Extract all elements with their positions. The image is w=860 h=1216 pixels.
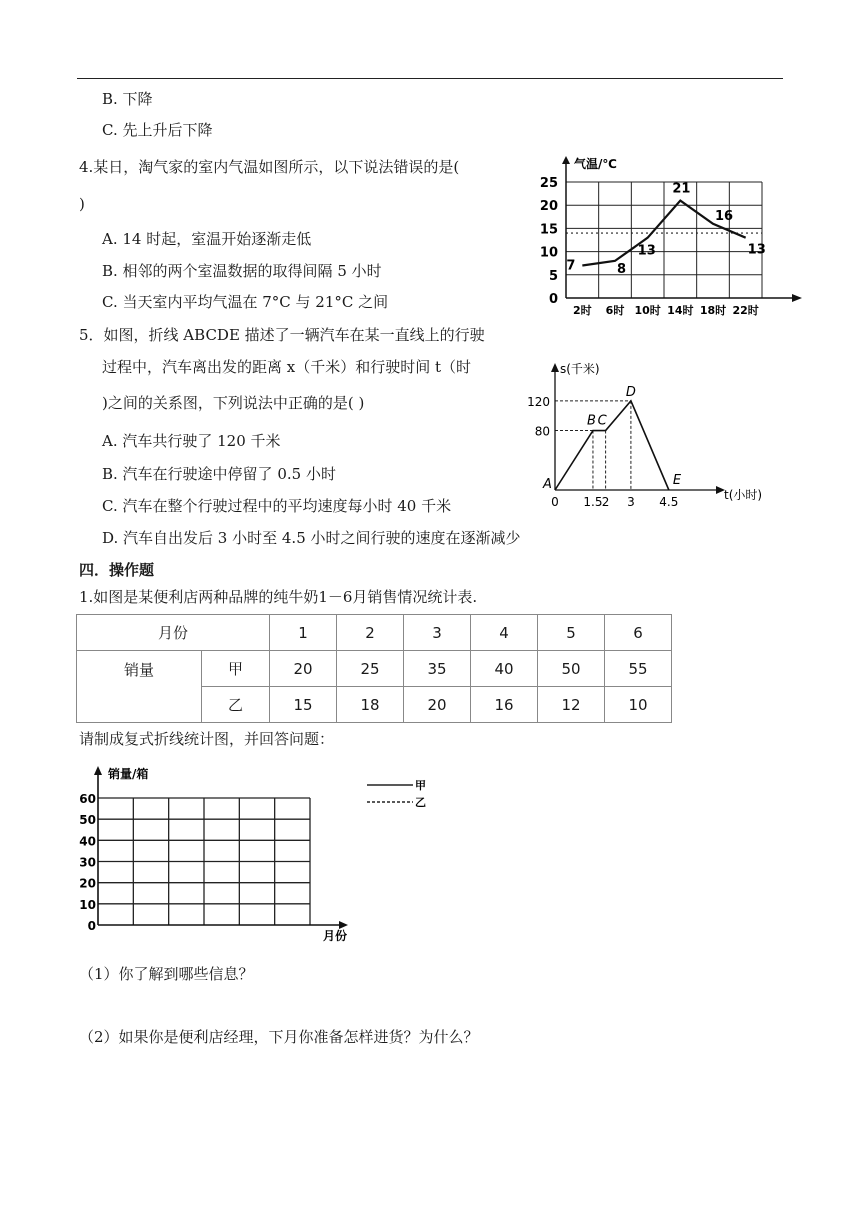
q3-option-c: C. 先上升后下降: [102, 121, 213, 139]
sales-chart-ylabel: 销量/箱: [108, 767, 149, 781]
jia-value: 55: [605, 651, 672, 687]
point-label: A: [543, 477, 552, 492]
y-tick-label: 40: [79, 834, 96, 849]
month-cell: 4: [471, 615, 538, 651]
month-cell: 6: [605, 615, 672, 651]
x-tick-label: 0: [551, 495, 559, 509]
y-tick-label: 80: [534, 424, 550, 439]
y-axis-arrow: [562, 156, 570, 164]
point-label: D: [625, 384, 636, 400]
distance-series-line: [555, 401, 669, 490]
legend-yi: 乙: [415, 796, 426, 809]
y-axis-arrow: [94, 766, 102, 775]
y-tick-label: 50: [79, 813, 96, 828]
q3-option-b: B. 下降: [102, 90, 153, 108]
legend-jia: 甲: [415, 779, 426, 792]
x-tick-label: 18时: [699, 304, 727, 317]
data-label: 13: [747, 242, 766, 258]
header-rule: [77, 78, 783, 79]
q1-stem: 1.如图是某便利店两种品牌的纯牛奶1－6月销售情况统计表.: [79, 588, 478, 606]
q5-stem-line1: 5．如图，折线 ABCDE 描述了一辆汽车在某一直线上的行驶: [79, 326, 485, 344]
y-tick-label: 20: [79, 876, 96, 891]
sales-line-chart-grid: [68, 760, 368, 950]
data-label: 7: [566, 258, 576, 274]
y-tick-label: 10: [539, 245, 558, 261]
data-label: 16: [715, 208, 734, 224]
data-label: 8: [617, 261, 627, 277]
sales-table: [76, 614, 672, 723]
yi-value: 10: [605, 687, 672, 723]
q4-option-c: C. 当天室内平均气温在 7°C 与 21°C 之间: [102, 293, 389, 311]
y-tick-label: 25: [539, 176, 558, 191]
x-axis-arrow: [792, 294, 802, 302]
sales-chart-legend: [360, 773, 440, 813]
instruction-text: 请制成复式折线统计图，并回答问题：: [79, 730, 335, 748]
section-heading: 四．操作题: [79, 561, 155, 579]
month-cell: 1: [270, 615, 337, 651]
y-tick-label: 0: [548, 292, 558, 307]
dist-chart-xlabel: t(小时): [724, 488, 763, 502]
q5-option-a: A. 汽车共行驶了 120 千米: [102, 432, 281, 450]
y-tick-label: 120: [527, 394, 550, 409]
x-tick-label: 22时: [732, 304, 759, 317]
jia-value: 25: [337, 651, 404, 687]
yi-value: 12: [538, 687, 605, 723]
month-cell: 2: [337, 615, 404, 651]
table-row: [77, 651, 672, 687]
x-axis-arrow: [339, 921, 348, 929]
y-axis-arrow: [551, 363, 559, 372]
month-header: 月份: [77, 615, 270, 651]
q5-stem-line2: 过程中，汽车离出发的距离 x（千米）和行驶时间 t（时: [102, 358, 472, 376]
month-cell: 5: [538, 615, 605, 651]
y-tick-label: 60: [79, 792, 96, 806]
q4-stem-line1: 4.某日，淘气家的室内气温如图所示，以下说法错误的是(: [79, 158, 460, 176]
jia-value: 40: [471, 651, 538, 687]
x-tick-label: 4.5: [659, 495, 679, 509]
sales-label: 销量: [77, 651, 202, 723]
x-tick-label: 14时: [667, 304, 694, 317]
y-tick-label: 20: [539, 199, 558, 215]
y-tick-label: 10: [79, 897, 96, 912]
y-tick-label: 15: [539, 222, 558, 238]
y-tick-label: 30: [79, 855, 96, 870]
q5-stem-line3: )之间的关系图，下列说法中正确的是( ): [102, 394, 365, 412]
yi-value: 18: [337, 687, 404, 723]
x-tick-label: 6时: [605, 304, 625, 317]
sales-chart-xlabel: 月份: [323, 929, 348, 943]
sub-question-2: （2）如果你是便利店经理，下月你准备怎样进货？为什么？: [79, 1028, 479, 1046]
y-tick-label: 5: [548, 268, 558, 284]
point-label: C: [597, 413, 607, 429]
q5-option-c: C. 汽车在整个行驶过程中的平均速度每小时 40 千米: [102, 497, 452, 515]
brand-yi-label: 乙: [202, 687, 270, 723]
point-label: B: [586, 413, 596, 429]
x-tick-label: 3: [627, 495, 635, 509]
table-row: [77, 615, 672, 651]
point-label: E: [672, 473, 682, 488]
temperature-chart: [530, 150, 810, 320]
distance-time-chart: [520, 358, 790, 513]
y-tick-label: 0: [87, 919, 96, 933]
yi-value: 16: [471, 687, 538, 723]
q4-option-a: A. 14 时起，室温开始逐渐走低: [102, 230, 312, 248]
jia-value: 35: [404, 651, 471, 687]
q4-option-b: B. 相邻的两个室温数据的取得间隔 5 小时: [102, 262, 382, 280]
yi-value: 20: [404, 687, 471, 723]
jia-value: 50: [538, 651, 605, 687]
data-label: 13: [637, 243, 656, 259]
x-tick-label: 2: [601, 495, 610, 509]
q4-stem-line2: ): [79, 195, 85, 213]
month-cell: 3: [404, 615, 471, 651]
data-label: 21: [672, 181, 691, 197]
x-tick-label: 2时: [573, 304, 592, 317]
brand-jia-label: 甲: [202, 651, 270, 687]
yi-value: 15: [270, 687, 337, 723]
x-tick-label: 10时: [634, 304, 661, 317]
sub-question-1: （1）你了解到哪些信息？: [79, 965, 254, 983]
temp-chart-ylabel: 气温/℃: [574, 157, 617, 171]
q5-option-b: B. 汽车在行驶途中停留了 0.5 小时: [102, 465, 336, 483]
q5-option-d: D. 汽车自出发后 3 小时至 4.5 小时之间行驶的速度在逐渐减少: [102, 529, 521, 547]
dist-chart-ylabel: s(千米): [560, 362, 600, 376]
x-tick-label: 1.5: [583, 495, 603, 509]
jia-value: 20: [270, 651, 337, 687]
